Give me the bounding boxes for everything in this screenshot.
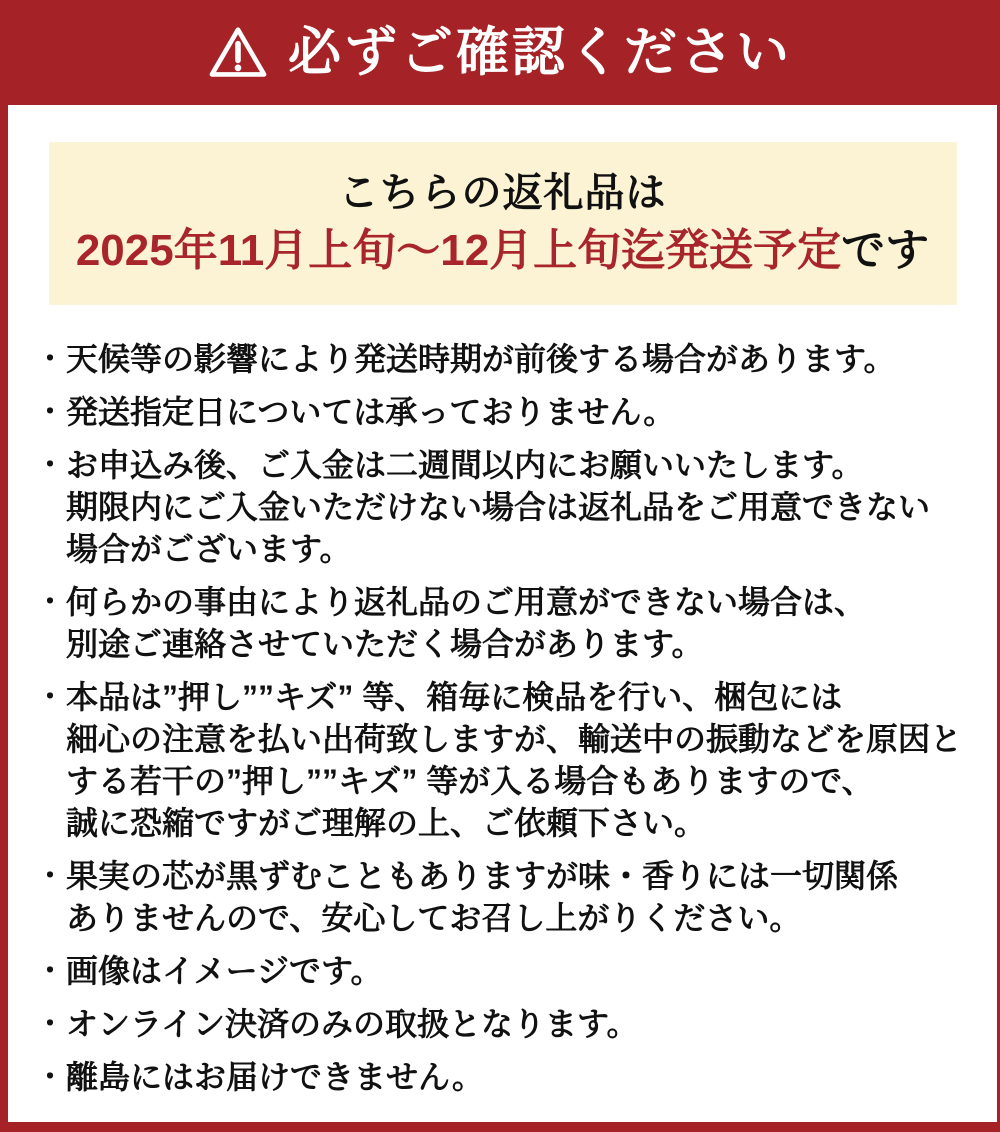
bullet-marker: ・ (36, 681, 65, 712)
notice-text (66, 444, 967, 570)
notice-line: お申込み後、ご入金は二週間以内にお願いいたします。 (66, 447, 864, 483)
bullet-marker: ・ (36, 1008, 65, 1039)
notice-line: 発送指定日については承っておりません。 (66, 394, 676, 430)
warning-triangle-icon (208, 26, 268, 80)
shipping-schedule-box (49, 142, 957, 305)
bullet-marker: ・ (36, 449, 65, 480)
notice-item (36, 338, 967, 380)
notice-line: 本品は”押し””キズ” 等、箱毎に検品を行い、梱包には (66, 679, 843, 715)
notice-line: 細心の注意を払い出荷致しますが、輸送中の振動などを原因と (66, 721, 963, 757)
notice-item (36, 444, 967, 570)
notice-item (36, 1003, 967, 1045)
notice-item (36, 581, 967, 665)
notice-line: 果実の芯が黒ずむこともありますが味・香りには一切関係 (66, 858, 899, 894)
notice-line: 期限内にご入金いただけない場合は返礼品をご用意できない (66, 489, 931, 525)
notice-line: 何らかの事由により返礼品のご用意ができない場合は、 (66, 584, 867, 620)
bullet-marker: ・ (36, 1061, 65, 1092)
notice-text (66, 391, 967, 433)
shipping-period-line (76, 226, 929, 277)
notice-text (66, 581, 967, 665)
bullet-marker: ・ (36, 955, 65, 986)
bullet-marker: ・ (36, 586, 65, 617)
notice-body (0, 105, 1000, 1132)
notice-line: 別途ご連絡させていただく場合があります。 (66, 626, 704, 662)
notice-item (36, 855, 967, 939)
notice-line: 誠に恐縮ですがご理解の上、ご依頼下さい。 (66, 805, 707, 841)
notice-text (66, 676, 967, 844)
bullet-marker: ・ (36, 343, 65, 374)
notice-list (8, 338, 997, 1098)
notice-text (66, 338, 967, 380)
notice-text (66, 950, 967, 992)
bullet-marker: ・ (36, 396, 65, 427)
notice-item (36, 950, 967, 992)
shipping-period-dates: 2025年11月上旬～12月上旬迄発送予定 (75, 226, 842, 276)
notice-line: 画像はイメージです。 (66, 953, 383, 989)
notice-item (36, 391, 967, 433)
notice-item (36, 676, 967, 844)
notice-line: ありませんので、安心してお召し上がりください。 (66, 900, 802, 936)
notice-text (66, 1003, 967, 1045)
notice-text (66, 1056, 967, 1098)
notice-line: 離島にはお届けできません。 (66, 1059, 484, 1095)
notice-line: 天候等の影響により発送時期が前後する場合があります。 (66, 341, 896, 377)
shipping-period-suffix: です (841, 226, 930, 276)
notice-line: オンライン決済のみの取扱となります。 (66, 1006, 639, 1042)
notice-line: 場合がございます。 (66, 531, 352, 567)
notice-line: する若干の”押し””キズ” 等が入る場合もありますので、 (66, 763, 874, 799)
header-banner (0, 0, 1000, 105)
bullet-marker: ・ (36, 860, 65, 891)
notice-text (66, 855, 967, 939)
header-title: 必ずご確認ください (288, 23, 792, 82)
notice-item (36, 1056, 967, 1098)
shipping-intro-text: こちらの返礼品は (338, 171, 667, 216)
